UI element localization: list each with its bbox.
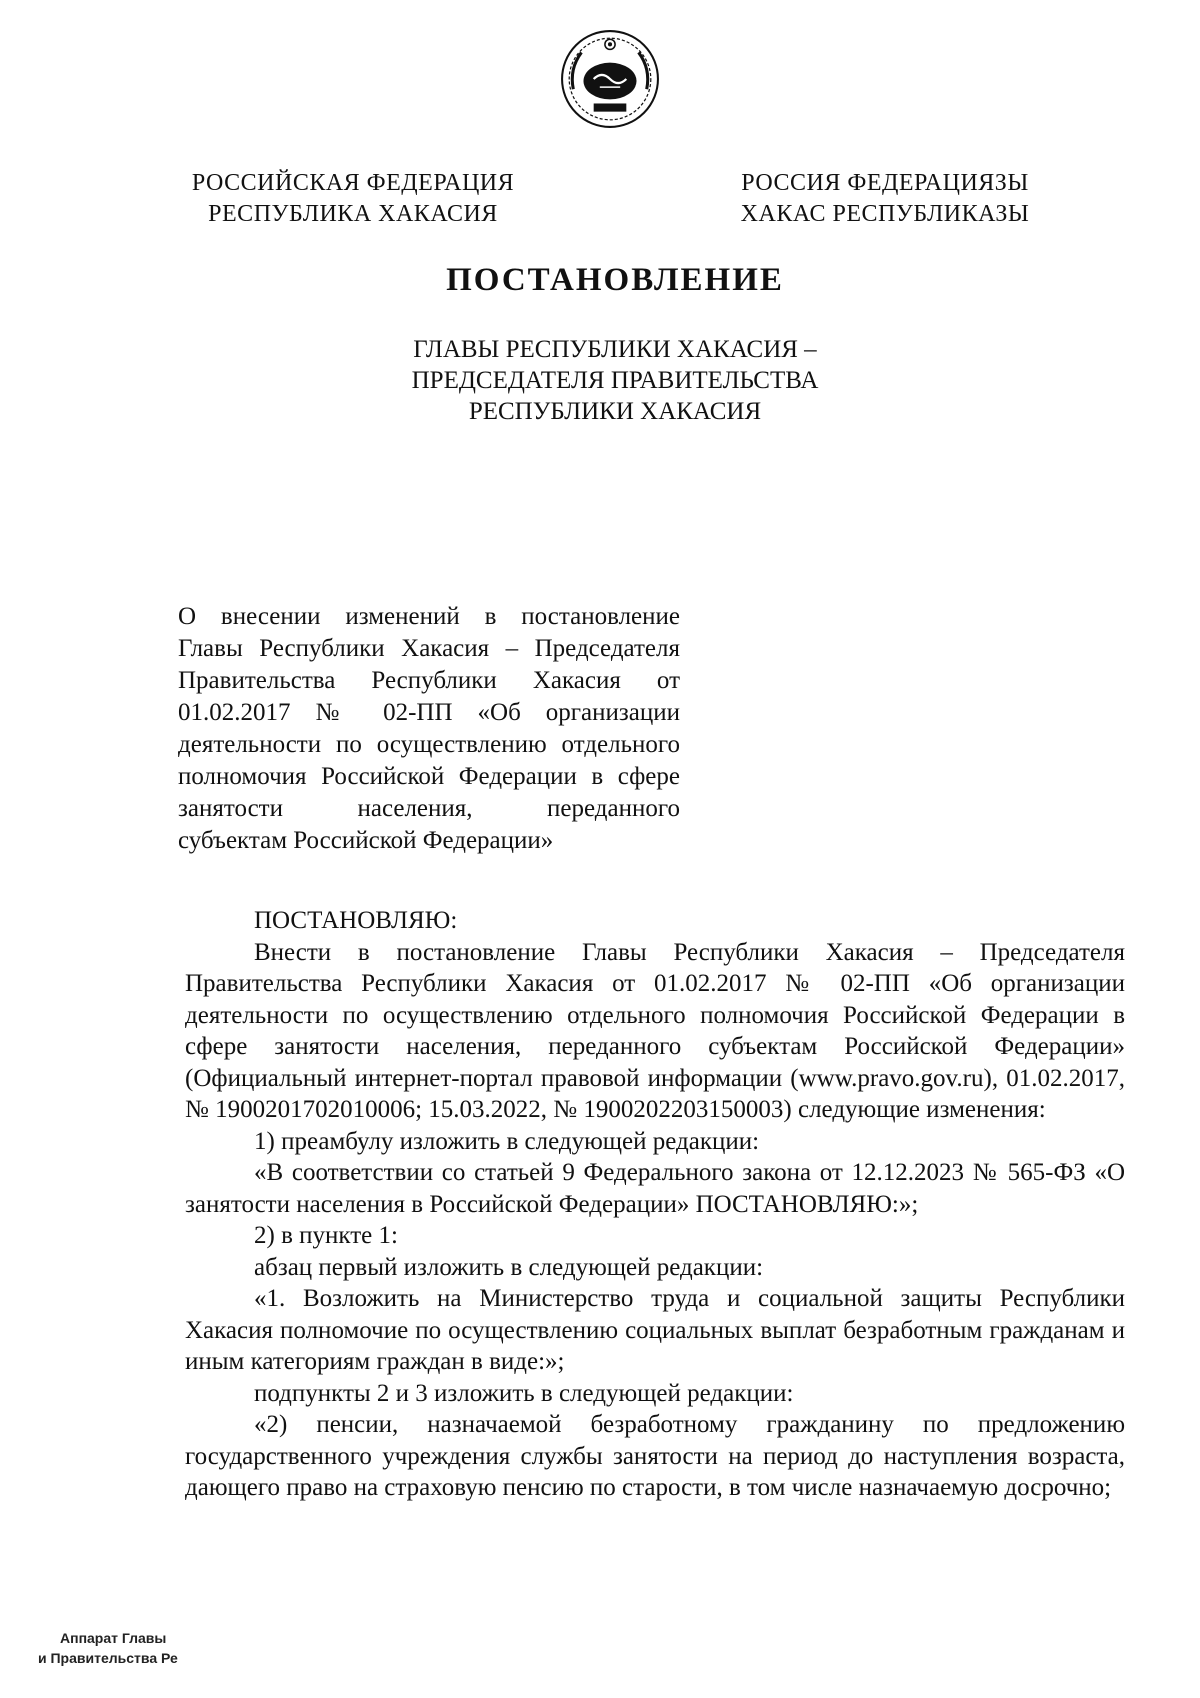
body-paragraph: Внести в постановление Главы Республики Хакасия – Председателя Правительства Республики Хакасия от 01.02.2017 № 02-ПП «Об организации деятельности по осуществлению отдельного полномочия Российской Федерации в сфере занятости населения, переданного субъектам Российской Федерации» (Официальный интернет-портал правовой информации (www.pravo.gov.ru), 01.02.2017, № 1900201702010006; 15.03.2022, № 1900202203150003) следующие изменения: [185, 938, 1125, 1123]
body-paragraph: абзац первый изложить в следующей редакции: [254, 1253, 764, 1281]
header-russian [183, 168, 523, 230]
subject-line: деятельности по осуществлению отдельного [178, 731, 680, 758]
subject-line: полномочия Российской Федерации в сфере [178, 763, 680, 790]
stamp-line2: и Правительства Ре [38, 1650, 178, 1666]
body-paragraph: подпункты 2 и 3 изложить в следующей редакции: [254, 1379, 794, 1407]
body-paragraph: 2) в пункте 1: [254, 1222, 398, 1249]
coat-of-arms-icon [559, 28, 661, 130]
subject-line: 01.02.2017 № 02-ПП «Об организации [178, 699, 680, 726]
subject-line: субъектам Российской Федерации» [178, 827, 554, 854]
header-right-line1: РОССИЯ ФЕДЕРАЦИЯЗЫ [741, 170, 1029, 196]
header-left-line1: РОССИЙСКАЯ ФЕДЕРАЦИЯ [191, 170, 515, 196]
office-stamp [38, 1628, 178, 1668]
decree-word: ПОСТАНОВЛЯЮ: [254, 907, 458, 934]
header-left-line2: РЕСПУБЛИКА ХАКАСИЯ [208, 201, 498, 227]
body-paragraph: «2) пенсии, назначаемой безработному гражданину по предложению государственного учреждения службы занятости на период до наступления возраста, дающего право на страховую пенсию по старости, в том числе назначаемую досрочно; [185, 1411, 1125, 1501]
subject-line: Правительства Республики Хакасия от [178, 667, 680, 694]
issuer-line: ПРЕДСЕДАТЕЛЯ ПРАВИТЕЛЬСТВА [411, 367, 819, 394]
document-title: ПОСТАНОВЛЕНИЕ [446, 262, 784, 298]
header-khakas [725, 168, 1045, 230]
header-right-line2: ХАКАС РЕСПУБЛИКАЗЫ [740, 201, 1030, 227]
body-paragraph: «В соответствии со статьей 9 Федерального закона от 12.12.2023 № 565-ФЗ «О занятости населения в Российской Федерации» ПОСТАНОВЛЯЮ:»; [185, 1159, 1125, 1218]
issuer-line: ГЛАВЫ РЕСПУБЛИКИ ХАКАСИЯ – [413, 336, 817, 363]
stamp-line1: Аппарат Главы [60, 1630, 167, 1646]
issuer-line: РЕСПУБЛИКИ ХАКАСИЯ [468, 398, 762, 425]
document-body [185, 905, 1125, 1504]
subject-line: О внесении изменений в постановление [178, 603, 680, 630]
subject-line: Главы Республики Хакасия – Председателя [178, 635, 680, 662]
subject-block [178, 601, 680, 857]
body-paragraph: «1. Возложить на Министерство труда и социальной защиты Республики Хакасия полномочие по осуществлению социальных выплат безработным гражданам и иным категориям граждан в виде:»; [185, 1285, 1125, 1375]
subject-line: занятости населения, переданного [178, 795, 680, 822]
issuer-block [0, 334, 1200, 427]
body-paragraph: 1) преамбулу изложить в следующей редакции: [254, 1127, 760, 1155]
